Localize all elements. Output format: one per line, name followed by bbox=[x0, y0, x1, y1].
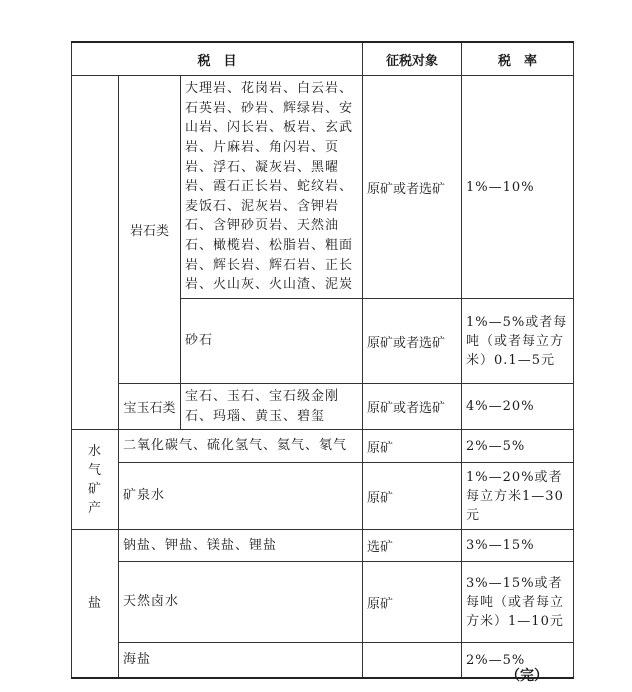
salts-item: 钠盐、钾盐、镁盐、锂盐 bbox=[119, 530, 363, 562]
water-gas-label: 水气矿产 bbox=[87, 443, 102, 516]
salts-object: 选矿 bbox=[363, 530, 462, 562]
table-row bbox=[72, 384, 574, 430]
sand-item: 砂石 bbox=[181, 299, 363, 384]
sand-rate: 1%—5%或者每吨（或者每立方米）0.1—5元 bbox=[462, 299, 574, 384]
end-mark: （完） bbox=[506, 668, 548, 684]
header-rate: 税 率 bbox=[462, 42, 574, 76]
tax-table bbox=[71, 41, 574, 679]
salt-category: 盐 bbox=[72, 530, 119, 679]
category-blank bbox=[72, 76, 119, 430]
sea-salt-item: 海盐 bbox=[119, 643, 363, 679]
gas-rate: 2%—5% bbox=[462, 430, 574, 463]
gas-item: 二氧化碳气、硫化氢气、氦气、氡气 bbox=[119, 430, 363, 463]
header-object: 征税对象 bbox=[363, 42, 462, 76]
sand-object: 原矿或者选矿 bbox=[363, 299, 462, 384]
rock-object: 原矿或者选矿 bbox=[363, 76, 462, 299]
brine-rate: 3%—15%或者每吨（或者每立方米）1—10元 bbox=[462, 562, 574, 643]
rock-rate: 1%—10% bbox=[462, 76, 574, 299]
sea-salt-object bbox=[363, 643, 462, 679]
gas-object: 原矿 bbox=[363, 430, 462, 463]
mineral-water-rate: 1%—20%或者每立方米1—30元 bbox=[462, 463, 574, 530]
table-row bbox=[72, 530, 574, 562]
gem-list: 宝石、玉石、宝石级金刚石、玛瑙、黄玉、碧玺 bbox=[181, 384, 363, 430]
salts-rate: 3%—15% bbox=[462, 530, 574, 562]
table-row bbox=[72, 430, 574, 463]
table-row bbox=[72, 643, 574, 679]
sea-salt-rate: 2%—5% bbox=[462, 643, 574, 679]
header-item: 税 目 bbox=[72, 42, 363, 76]
mineral-water-object: 原矿 bbox=[363, 463, 462, 530]
gem-category: 宝玉石类 bbox=[119, 384, 181, 430]
brine-object: 原矿 bbox=[363, 562, 462, 643]
rock-category: 岩石类 bbox=[119, 76, 181, 384]
rock-list: 大理岩、花岗岩、白云岩、石英岩、砂岩、辉绿岩、安山岩、闪长岩、板岩、玄武岩、片麻岩、角闪岩、页岩、浮石、凝灰岩、黑曜岩、霞石正长岩、蛇纹岩、麦饭石、泥灰岩、含钾岩石、含钾砂页岩、天然油石、橄榄岩、松脂岩、粗面岩、辉长岩、辉石岩、正长岩、火山灰、火山渣、泥炭 bbox=[181, 76, 363, 299]
table-row bbox=[72, 76, 574, 299]
table-row bbox=[72, 463, 574, 530]
mineral-water-item: 矿泉水 bbox=[119, 463, 363, 530]
gem-object: 原矿或者选矿 bbox=[363, 384, 462, 430]
header-row bbox=[72, 42, 574, 76]
gem-rate: 4%—20% bbox=[462, 384, 574, 430]
brine-item: 天然卤水 bbox=[119, 562, 363, 643]
table-row bbox=[72, 562, 574, 643]
water-gas-category bbox=[72, 430, 119, 530]
